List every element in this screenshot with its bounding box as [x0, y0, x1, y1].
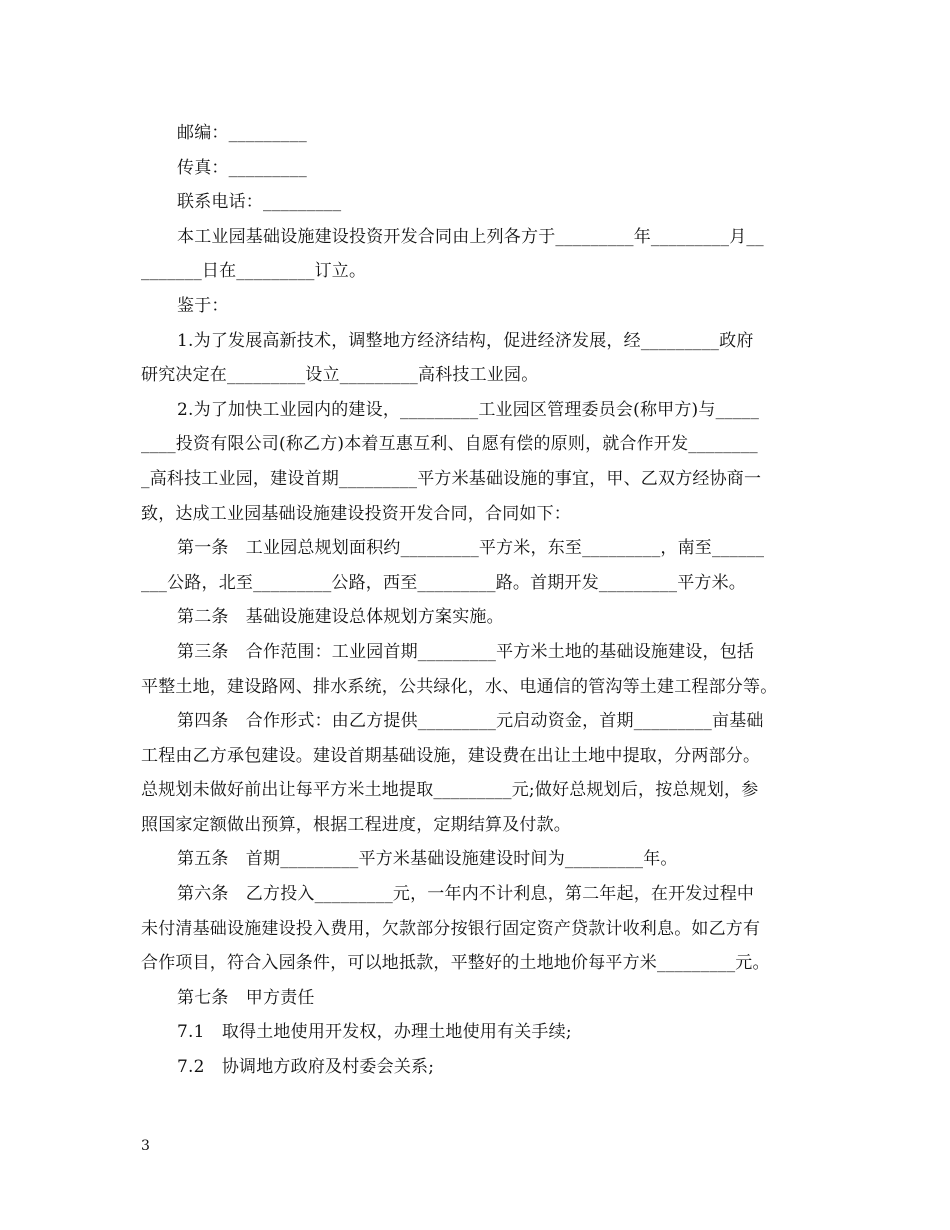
- article-3-line: 平整土地，建设路网、排水系统，公共绿化，水、电通信的管沟等土建工程部分等。: [141, 676, 778, 697]
- contract-intro-line: _______日在_________订立。: [141, 261, 367, 282]
- article-2-line: 第二条 基础设施建设总体规划方案实施。: [177, 607, 504, 628]
- article-7-heading: 第七条 甲方责任: [177, 987, 315, 1008]
- clause-7-2: 7.2 协调地方政府及村委会关系;: [177, 1057, 435, 1078]
- recital-1-line: 1.为了发展高新技术，调整地方经济结构，促进经济发展，经_________政府: [177, 330, 754, 351]
- article-4-line: 工程由乙方承包建设。建设首期基础设施，建设费在出让土地中提取，分两部分。: [141, 745, 761, 766]
- article-3-line: 第三条 合作范围：工业园首期_________平方米土地的基础设施建设，包括: [177, 641, 755, 662]
- fax-line: 传真：_________: [177, 157, 307, 178]
- article-1-line: ___公路，北至_________公路，西至_________路。首期开发_________平方米。: [141, 572, 746, 593]
- article-4-line: 总规划未做好前出让每平方米土地提取_________元;做好总规划后，按总规划，参: [141, 780, 759, 801]
- phone-line: 联系电话：_________: [177, 192, 342, 213]
- article-6-line: 合作项目，符合入园条件，可以地抵款，平整好的土地地价每平方米_________元。: [141, 953, 770, 974]
- article-4-line: 第四条 合作形式：由乙方提供_________元启动资金，首期_________亩基础: [177, 711, 764, 732]
- recital-2-line: ____投资有限公司(称乙方)本着互惠互利、自愿有偿的原则，就合作开发________: [141, 434, 758, 455]
- article-6-line: 第六条 乙方投入_________元，一年内不计利息，第二年起，在开发过程中: [177, 884, 755, 905]
- clause-7-1: 7.1 取得土地使用开发权，办理土地使用有关手续;: [177, 1022, 572, 1043]
- contract-intro-line: 本工业园基础设施建设投资开发合同由上列各方于_________年_________月__: [177, 226, 764, 247]
- article-6-line: 未付清基础设施建设投入费用，欠款部分按银行固定资产贷款计收利息。如乙方有: [141, 918, 761, 939]
- page-number: 3: [141, 1138, 150, 1154]
- article-4-line: 照国家定额做出预算，根据工程进度，定期结算及付款。: [141, 814, 571, 835]
- contract-body: [141, 116, 813, 1085]
- postcode-line: 邮编：_________: [177, 123, 307, 143]
- whereas-heading: 鉴于：: [177, 295, 229, 316]
- article-5-line: 第五条 首期_________平方米基础设施建设时间为_________年。: [177, 849, 678, 870]
- article-1-line: 第一条 工业园总规划面积约_________平方米，东至_________，南至______: [177, 538, 765, 559]
- recital-1-line: 研究决定在_________设立_________高科技工业园。: [141, 365, 539, 386]
- recital-2-line: 致，达成工业园基础设施建设投资开发合同，合同如下：: [141, 503, 571, 524]
- recital-2-line: _高科技工业园，建设首期_________平方米基础设施的事宜，甲、乙双方经协商一: [141, 468, 762, 489]
- recital-2-line: 2.为了加快工业园内的建设，_________工业园区管理委员会(称甲方)与_____: [177, 399, 760, 420]
